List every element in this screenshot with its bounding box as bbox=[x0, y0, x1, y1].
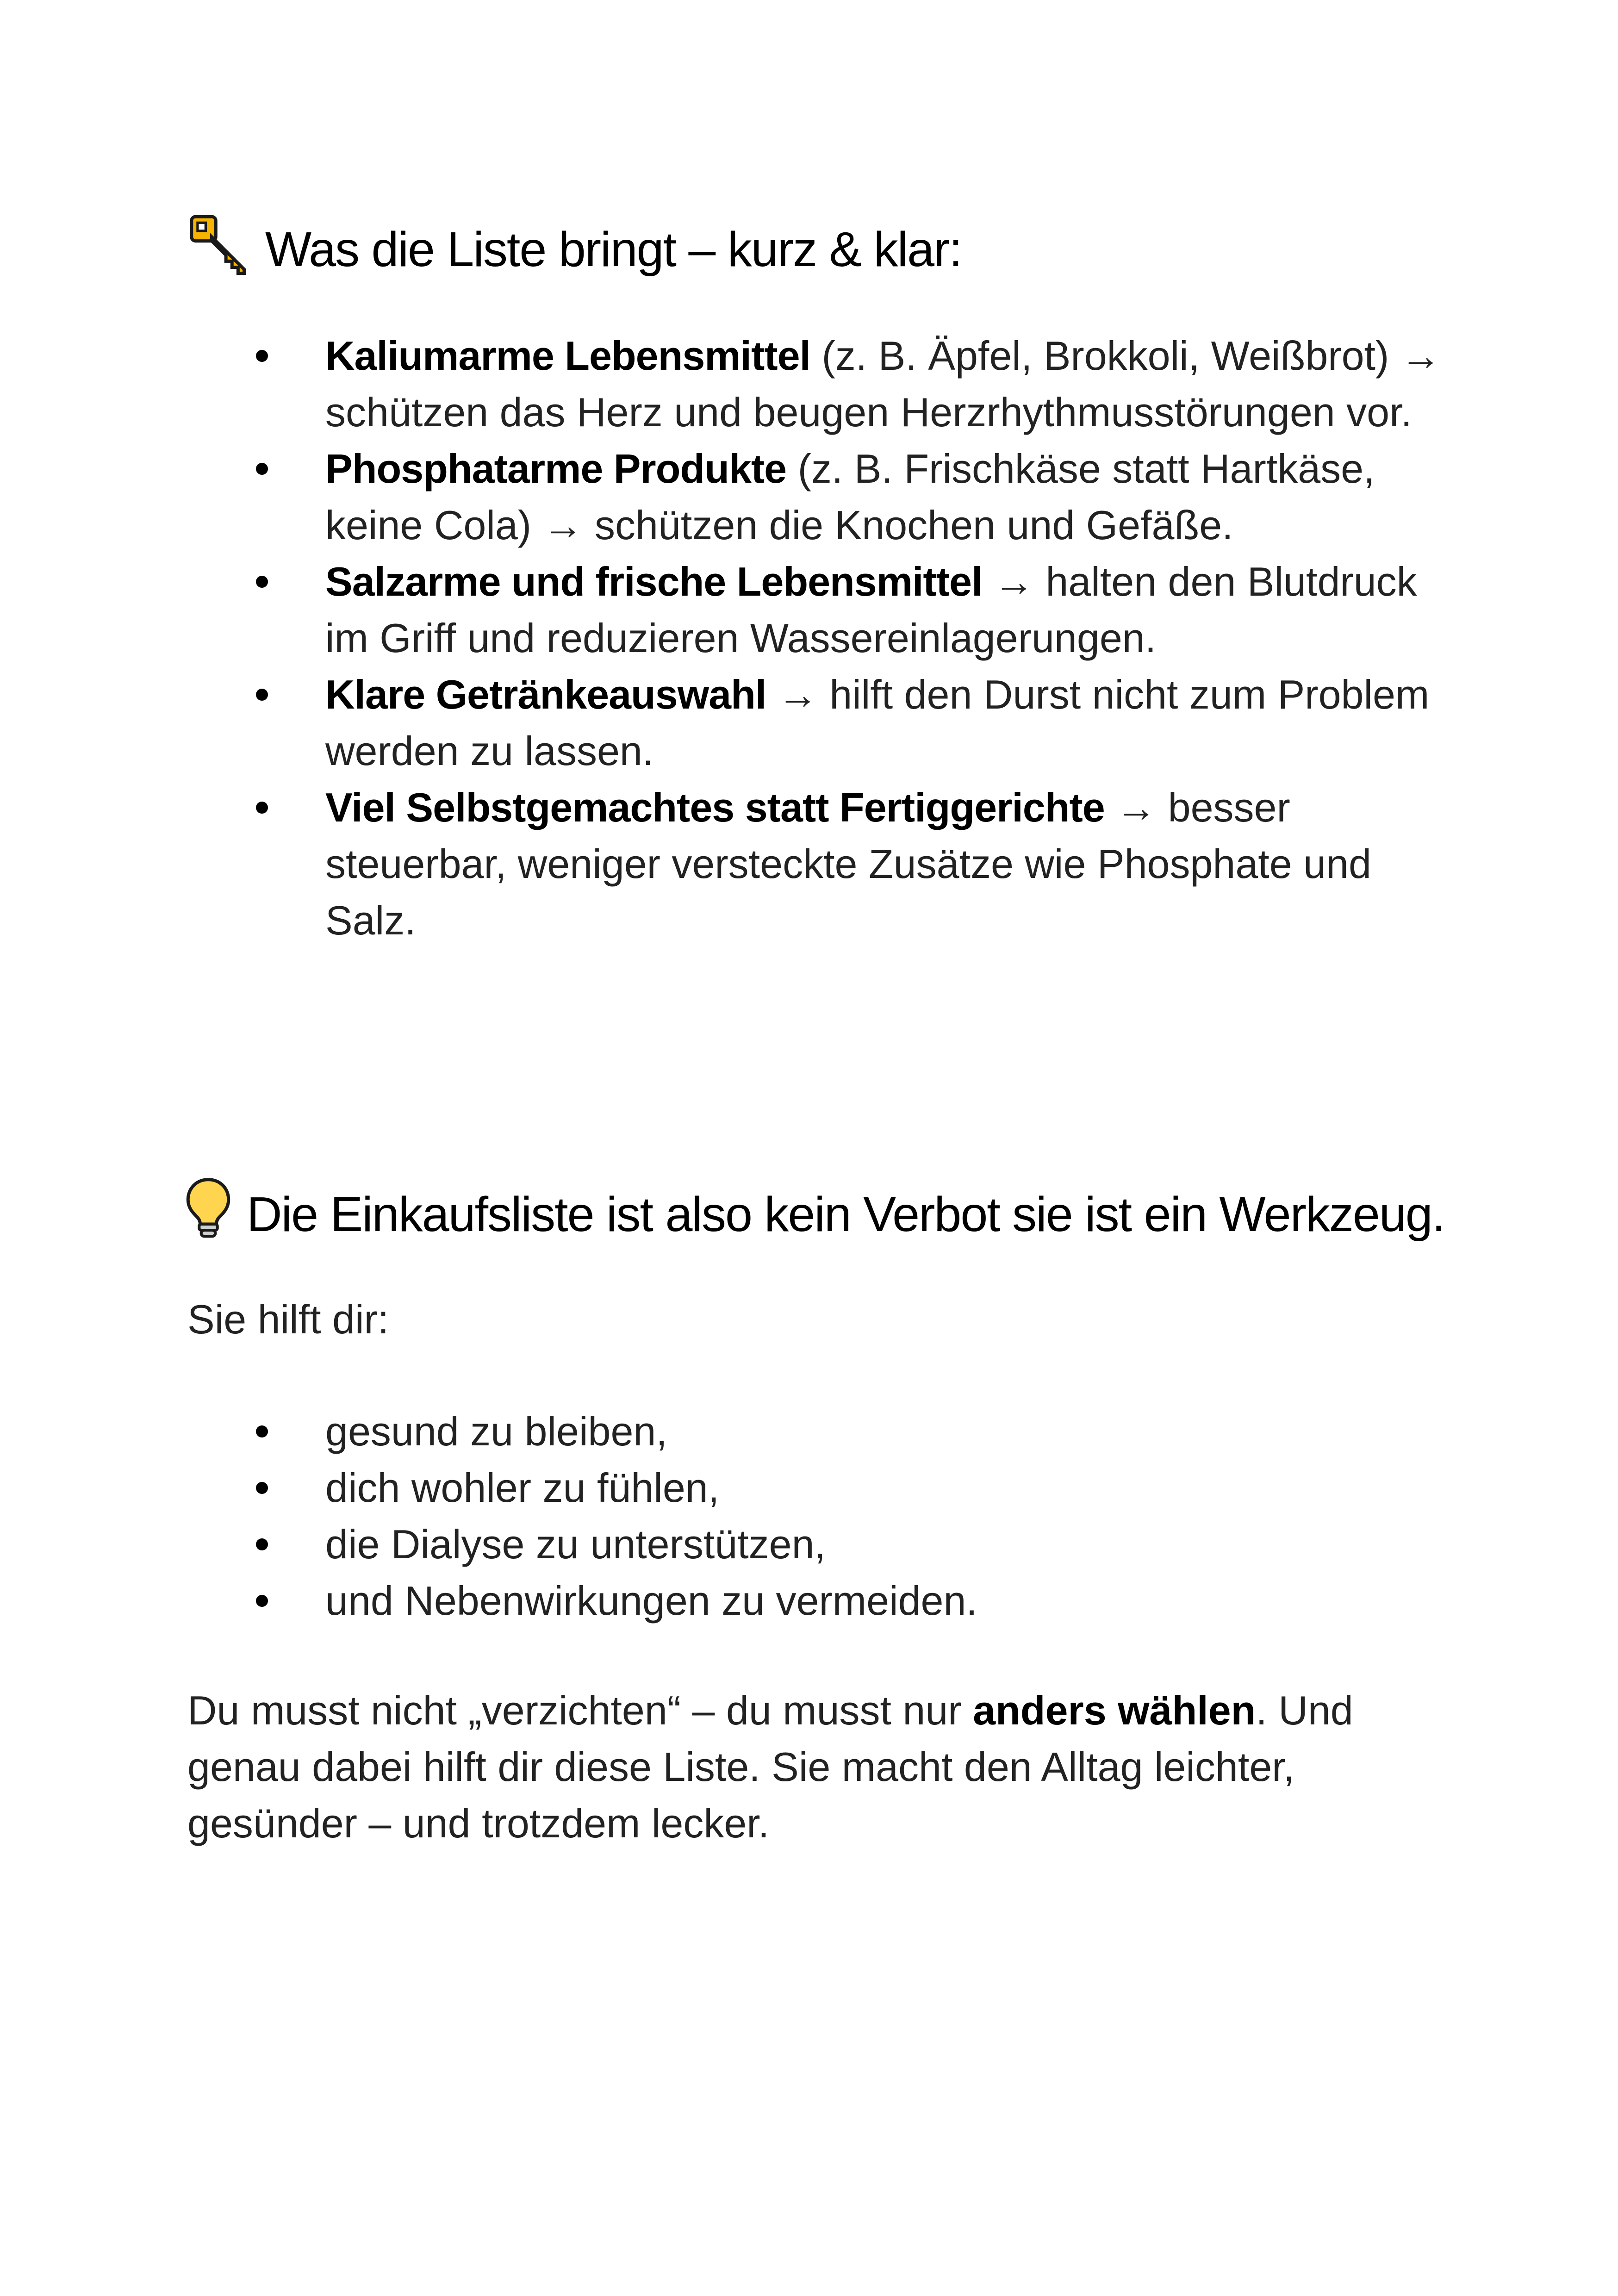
closing-paragraph bbox=[187, 1682, 1465, 1852]
closing-text-start: Du musst nicht „verzichten“ – du musst nur bbox=[187, 1687, 973, 1733]
bullet-dot bbox=[256, 1425, 268, 1437]
section-heading-benefits bbox=[187, 211, 962, 288]
list-item bbox=[187, 554, 1465, 666]
lightbulb-icon bbox=[183, 1176, 234, 1253]
section-heading-text: Was die Liste bringt – kurz & klar: bbox=[265, 222, 962, 277]
list-item-bold: Viel Selbstgemachtes statt Fertiggerichte bbox=[325, 784, 1105, 830]
list-item bbox=[187, 1573, 1465, 1629]
list-item bbox=[187, 1516, 1465, 1573]
bullet-dot bbox=[256, 1482, 268, 1494]
list-item-bold: Salzarme und frische Lebensmittel bbox=[325, 559, 983, 604]
closing-text-end: . Und genau dabei hilft dir diese Liste. Sie macht den Alltag leichter, gesünder – und trotzdem lecker. bbox=[187, 1687, 1353, 1846]
list-item-text: → besser steuerbar, weniger versteckte Zusätze wie Phosphate und Salz. bbox=[325, 784, 1371, 943]
help-list bbox=[187, 1403, 1465, 1629]
bullet-dot bbox=[256, 1595, 268, 1607]
bullet-dot bbox=[256, 576, 268, 588]
list-item-bold: Kaliumarme Lebensmittel bbox=[325, 333, 810, 379]
list-item bbox=[187, 328, 1465, 441]
list-item-bold: Klare Getränkeauswahl bbox=[325, 672, 766, 717]
intro-paragraph: Sie hilft dir: bbox=[187, 1296, 389, 1342]
list-item-text: → hilft den Durst nicht zum Problem werden zu lassen. bbox=[325, 672, 1430, 774]
bullet-dot bbox=[256, 350, 268, 362]
section-heading-text: Die Einkaufsliste ist also kein Verbot sie ist ein Werkzeug. bbox=[247, 1187, 1445, 1242]
list-item bbox=[187, 441, 1465, 554]
bullet-dot bbox=[256, 802, 268, 814]
benefits-list bbox=[187, 328, 1465, 949]
list-item-text: gesund zu bleiben, bbox=[325, 1408, 667, 1454]
list-item bbox=[187, 1460, 1465, 1516]
closing-text-bold: anders wählen bbox=[973, 1687, 1256, 1733]
list-item-text: (z. B. Äpfel, Brokkoli, Weißbrot) → schützen das Herz und beugen Herzrhythmusstörungen vor. bbox=[325, 333, 1441, 435]
bullet-dot bbox=[256, 689, 268, 701]
bullet-dot bbox=[256, 463, 268, 475]
list-item-text: (z. B. Frischkäse statt Hartkäse, keine Cola) → schützen die Knochen und Gefäße. bbox=[325, 446, 1375, 548]
list-item bbox=[187, 779, 1465, 949]
list-item-bold: Phosphatarme Produkte bbox=[325, 446, 787, 492]
key-icon bbox=[187, 211, 252, 288]
section-heading-tool bbox=[183, 1176, 1444, 1253]
list-item bbox=[187, 1403, 1465, 1460]
list-item-text: die Dialyse zu unterstützen, bbox=[325, 1521, 826, 1567]
bullet-dot bbox=[256, 1538, 268, 1550]
list-item-text: und Nebenwirkungen zu vermeiden. bbox=[325, 1578, 977, 1624]
list-item-text: → halten den Blutdruck im Griff und reduzieren Wassereinlagerungen. bbox=[325, 559, 1417, 661]
list-item-text: dich wohler zu fühlen, bbox=[325, 1465, 720, 1511]
list-item bbox=[187, 666, 1465, 779]
